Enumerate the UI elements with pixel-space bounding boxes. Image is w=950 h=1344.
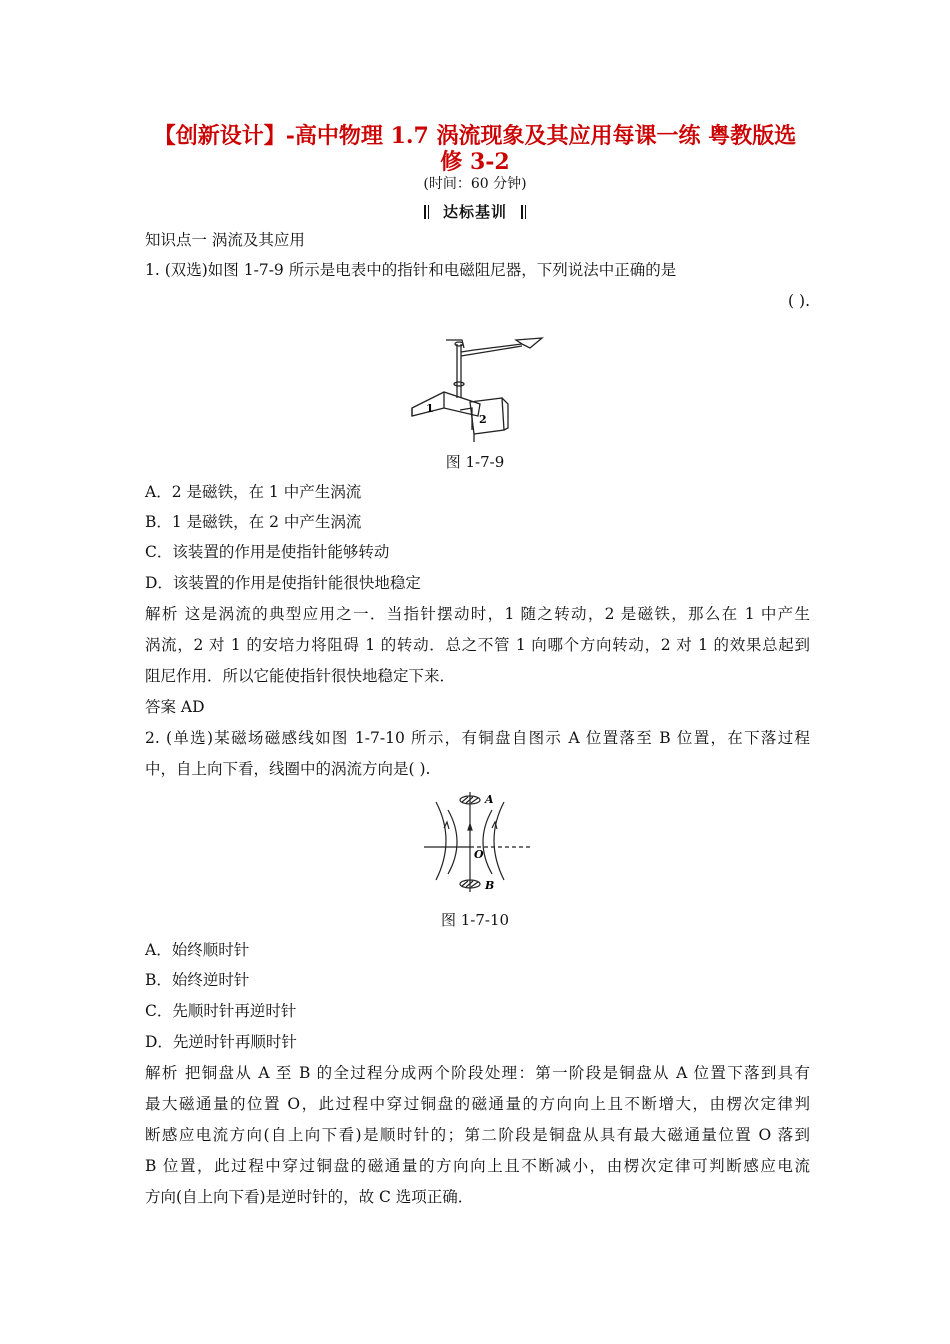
knowledge-point: 知识点一 涡流及其应用: [145, 231, 305, 249]
q1-option-c: C．该装置的作用是使指针能够转动: [145, 543, 390, 561]
q2-option-b: B．始终逆时针: [145, 971, 250, 989]
q2-analysis-line-2: 最大磁通量的位置 O，此过程中穿过铜盘的磁通量的方向向上且不断增大，由楞次定律判: [145, 1095, 810, 1113]
q2-option-a: A．始终顺时针: [145, 941, 250, 959]
q2-figure-caption: 图 1-7-10: [440, 911, 510, 929]
q1-analysis-line-3: 阻尼作用．所以它能使指针很快地稳定下来．: [145, 667, 456, 685]
q1-option-a: A．2 是磁铁，在 1 中产生涡流: [145, 483, 362, 501]
q1-analysis-line-1: 解析 这是涡流的典型应用之一．当指针摆动时，1 随之转动，2 是磁铁，那么在 1 中产生: [145, 605, 810, 623]
q1-answer-blank: ( ).: [788, 292, 810, 310]
q2-analysis-line-5: 方向(自上向下看)是逆时针的，故 C 选项正确．: [145, 1188, 474, 1206]
q2-option-c: C．先顺时针再逆时针: [145, 1002, 297, 1020]
q1-option-d: D．该装置的作用是使指针能很快地稳定: [145, 574, 421, 592]
q2-analysis-line-1: 解析 把铜盘从 A 至 B 的全过程分成两个阶段处理：第一阶段是铜盘从 A 位置下落到具有: [145, 1064, 810, 1082]
figure-label-a: A: [485, 793, 494, 806]
section-heading-text: 达标基训: [442, 203, 507, 221]
document-title-line-2: 修 3-2: [440, 149, 510, 175]
section-bar-right: [521, 205, 526, 219]
q2-analysis-line-4: B 位置，此过程中穿过铜盘的磁通量的方向向上且不断减小，由楞次定律可判断感应电流: [145, 1157, 810, 1175]
figure-label-1: 1: [426, 402, 434, 415]
figure-label-o: O: [474, 848, 484, 861]
q1-answer: 答案 AD: [145, 698, 205, 716]
figure-1-7-9-damper: [404, 332, 549, 442]
q2-option-d: D．先逆时针再顺时针: [145, 1033, 297, 1051]
figure-1-7-10-field-lines: [422, 790, 532, 895]
q1-option-b: B．1 是磁铁，在 2 中产生涡流: [145, 513, 362, 531]
q2-stem-line-2: 中，自上向下看，线圈中的涡流方向是( ).: [145, 760, 431, 778]
q2-stem-line-1: 2. (单选)某磁场磁感线如图 1-7-10 所示，有铜盘自图示 A 位置落至 B 位置，在下落过程: [145, 729, 810, 747]
document-title-line-1: 【创新设计】-高中物理 1.7 涡流现象及其应用每课一练 粤教版选: [153, 123, 797, 149]
section-bar-left: [424, 205, 429, 219]
q1-stem: 1. (双选)如图 1-7-9 所示是电表中的指针和电磁阻尼器，下列说法中正确的是: [145, 261, 677, 279]
figure-label-b: B: [485, 879, 495, 892]
section-heading: [0, 201, 950, 222]
q1-analysis-line-2: 涡流，2 对 1 的安培力将阻碍 1 的转动．总之不管 1 向哪个方向转动，2 对 1 的效果总起到: [145, 636, 810, 654]
time-limit: (时间：60 分钟): [423, 176, 527, 192]
figure-label-2: 2: [479, 413, 487, 426]
q1-figure-caption: 图 1-7-9: [445, 453, 505, 471]
q2-analysis-line-3: 断感应电流方向(自上向下看)是顺时针的；第二阶段是铜盘从具有最大磁通量位置 O 落到: [145, 1126, 810, 1144]
